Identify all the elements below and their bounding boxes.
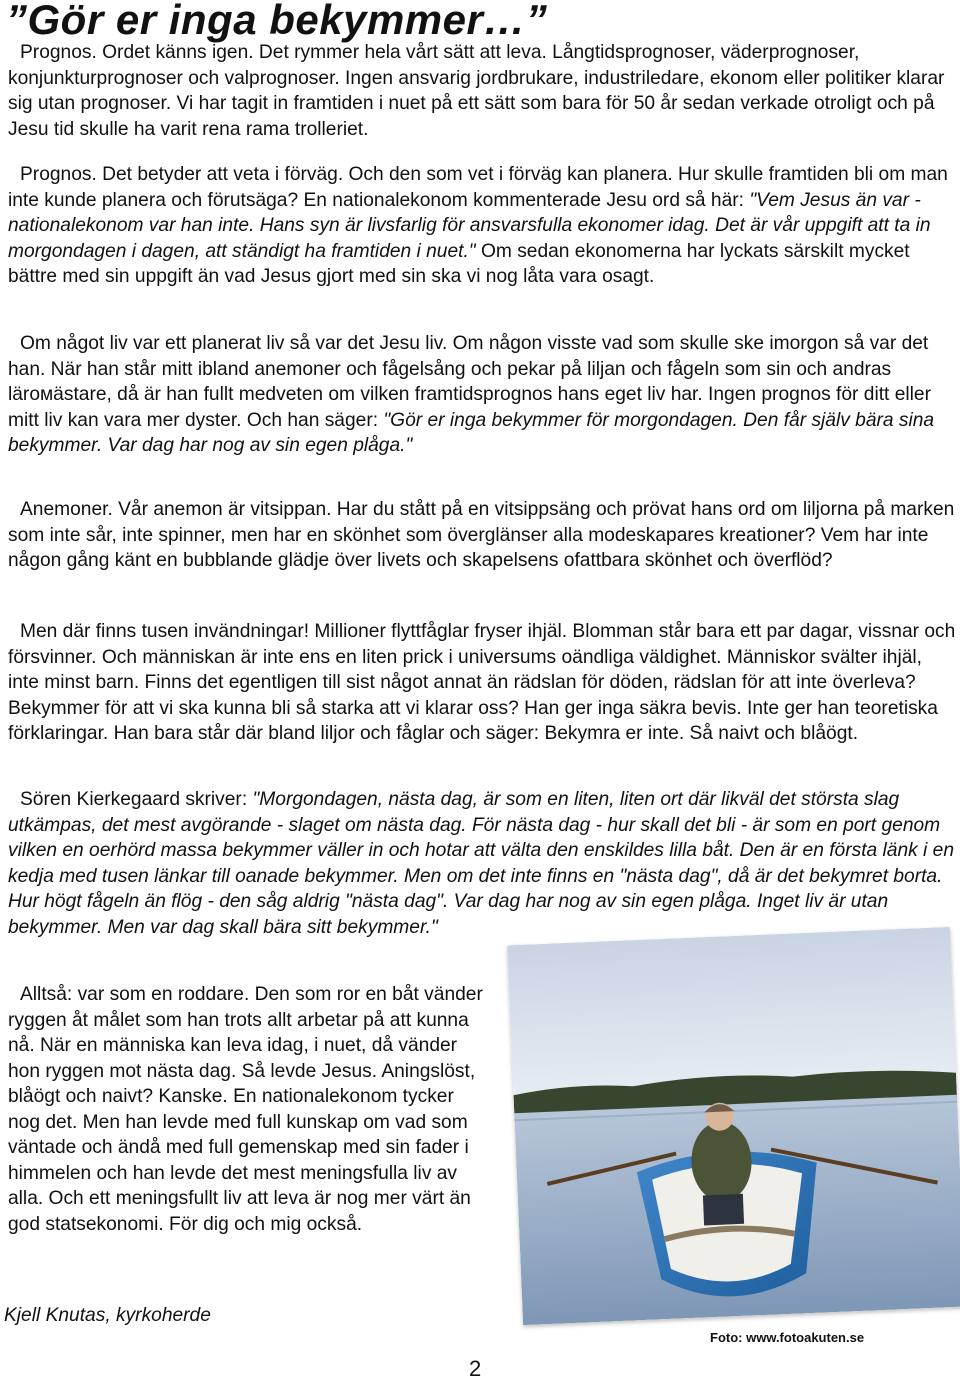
quote-text: "Morgondagen, nästa dag, är som en liten, liten ort där likväl det största slag utkämpas, det mest avgörande - slaget om nästa dag. För nästa dag - hur skall det bli - är som en port genom vilken en oerhörd massa bekymmer väller in och hotar att välta den enskildes lilla båt. Den är en första länk i en kedja med tusen länkar till oanade bekymmer. Men om det inte finns en "nästa dag", då är det bekymret borta. Hur högt fågeln än flög - den såg aldrig "nästa dag". Var dag har nog av sin egen plåga. Inget liv är utan bekymmer. Men var dag skall bära sitt bekymmer.": [8, 789, 954, 938]
body-text: Men där finns tusen invändningar! Millioner flyttfåglar fryser ihjäl. Blomman står bara ett par dagar, vissnar och försvinner. Och människan är inte ens en liten prick i universums oändliga väldighet. Människor svälter ihjäl, inte minst barn. Finns det egentligen till sist något annat än rädslan för döden, rädslan för att inte överleva? Bekymmer för att vi ska kunna bli så starka att vi klarar oss? Han ger inga säkra bevis. Inte ger han teoretiska förklaringar. Han bara står där bland liljor och fåglar och säger: Bekymra er inte. Så naivt och blåögt.: [8, 621, 956, 744]
photo-caption: Foto: www.fotoakuten.se: [710, 1330, 865, 1345]
paragraph-4: [8, 497, 956, 574]
rowing-boat-photo: [507, 927, 960, 1325]
body-text: Om något liv var ett planerat liv så var det Jesu liv. Om någon visste vad som skulle ske imorgon så var det han. När han står mitt ibland anemoner och fågelsång och pekar på liljan och fågeln som sin och andras lärомästare, då är han fullt medveten om vilken framtidsprognos hans eget liv har. Ingen prognos för ditt eller mitt liv kan vara mer dyster. Och han säger:: [8, 333, 931, 431]
body-text: Prognos. Ordet känns igen. Det rymmer hela vårt sätt att leva. Långtidsprognoser, väderprognoser, konjunkturprognoser och valprognoser. Ingen ansvarig jordbrukare, industriledare, ekonom eller politiker klarar sig utan prognoser. Vi har tagit in framtiden i nuet på ett sätt som bara för 50 år sedan verkade otroligt och på Jesu tid skulle ha varit rena rama trolleriet.: [8, 42, 945, 140]
paragraph-1: [8, 40, 956, 142]
paragraph-3: [8, 331, 956, 459]
body-text: Sören Kierkegaard skriver:: [20, 789, 253, 810]
page-number: 2: [469, 1356, 482, 1381]
closing-text: Alltså: var som en roddare. Den som ror en båt vänder ryggen åt målet som han trots allt arbetar på att kunna nå. När en människa kan leva idag, i nuet, då vänder hon ryggen mot nästa dag. Så levde Jesus. Aningslöst, blåögt och naivt? Kanske. En nationalekonom tycker nog det. Men han levde med full kunskap om vad som väntade och ändå med full gemenskap med sin fader i himmelen och han levde det mest meningsfulla liv av alla. Och ett meningsfullt liv att leva är nog mer värt än god statsekonomi. För dig och mig också.: [8, 984, 483, 1235]
body-text: Om sedan ekonomerna har lyckats särskilt mycket bättre med sin uppgift än vad Jesus gjort med sin ska vi nog låta vara osagt.: [8, 240, 910, 287]
quote-text: "Vem Jesus än var - nationalekonom var han inte. Hans syn är livsfarlig för ansvarsfulla ekonomer idag. Det är vår uppgift att ta in morgondagen i dagen, att ständigt ha framtiden i nuet.": [8, 189, 931, 262]
paragraph-5: [8, 619, 956, 747]
body-text: Anemoner. Vår anemon är vitsippan. Har du stått på en vitsippsäng och prövat hans ord om liljorna på marken som inte sår, inte spinner, men har en skönhet som överglänser alla modeskapares kreationer? Vem har inte någon gång känt en bubblande glädje över livets och skapelsens ofattbara skönhet och överflöd?: [8, 499, 955, 571]
page-title: ”Gör er inga bekymmer…”: [6, 0, 548, 43]
quote-text: "Gör er inga bekymmer för morgondagen. Den får själv bära sina bekymmer. Var dag har nog av sin egen plåga.": [8, 409, 935, 456]
signature: Kjell Knutas, kyrkoherde: [4, 1305, 211, 1326]
paragraph-6: [8, 787, 956, 940]
body-text: Prognos. Det betyder att veta i förväg. Och den som vet i förväg kan planera. Hur skulle framtiden bli om man inte kunde planera och förutsäga? En nationalekonom kommenterade Jesu ord så här:: [8, 164, 948, 211]
closing-paragraph: [8, 982, 483, 1237]
paragraph-2: [8, 162, 956, 290]
